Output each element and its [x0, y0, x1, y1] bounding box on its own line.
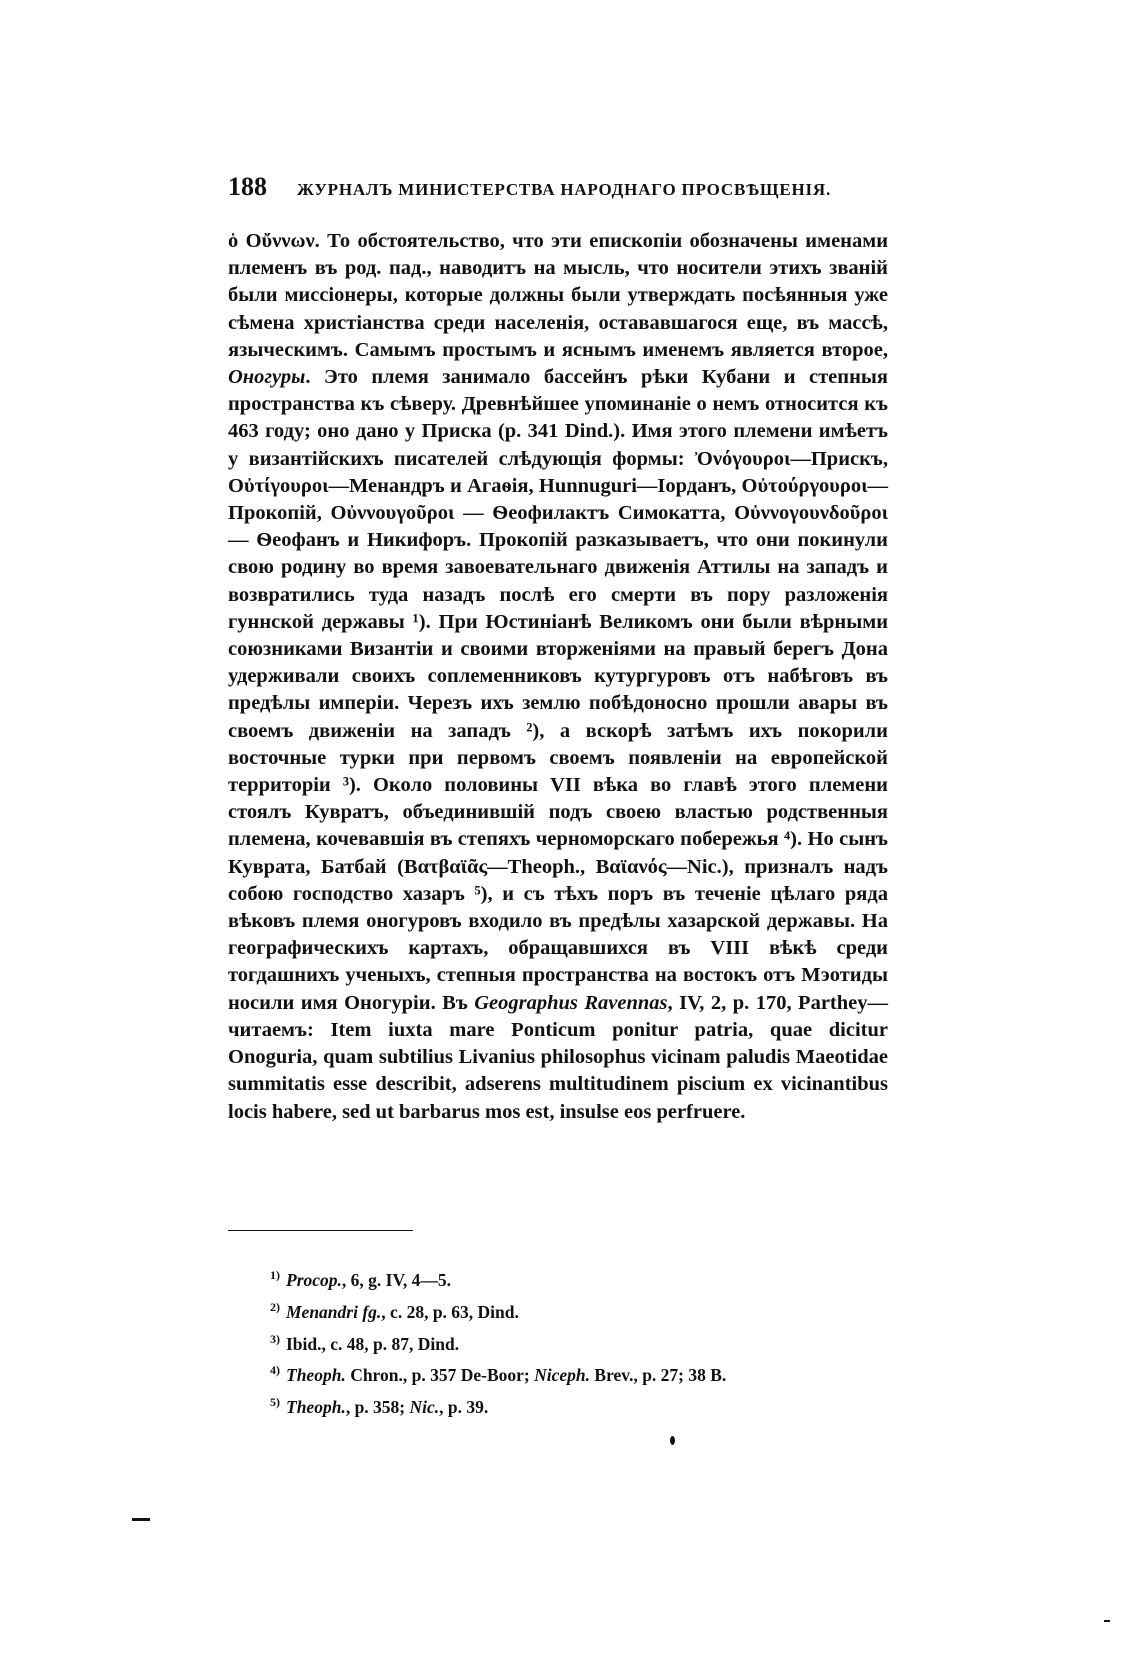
footnote-source: Theoph.	[286, 1397, 346, 1418]
ink-speck	[670, 1436, 675, 1445]
page-header	[228, 172, 888, 202]
footnote-source: Procop.	[286, 1269, 342, 1290]
term-onogury: Оногуры	[228, 366, 306, 389]
footnote-source: Menandri fg.	[286, 1301, 382, 1322]
footnote-2	[270, 1294, 890, 1326]
footnote-mark: 2)	[270, 1299, 280, 1314]
footnote-text-2: , p. 39.	[439, 1397, 489, 1418]
footnote-text-2: Brev., p. 27; 38 B.	[590, 1365, 727, 1386]
footnote-text: , p. 358;	[345, 1397, 410, 1418]
page-number: 188	[228, 172, 267, 201]
footnote-text: Ibid., c. 48, p. 87, Dind.	[286, 1333, 460, 1354]
paragraph-text-part-3: , IV, 2, p. 170, Parthey—читаемъ: Item iuxta mare Ponticum ponitur patria, quae dicitur Onoguria, quam subtilius Livanius philosophus vicinam paludis Maeotidae summitatis esse describit, adserens multitudinem piscium ex vicinantibus locis habere, sed ut barbarus mos est, insulse eos perfruere.	[228, 991, 888, 1123]
footnote-text: , c. 28, p. 63, Dind.	[381, 1301, 519, 1322]
ink-speck	[1104, 1620, 1110, 1622]
footnotes	[270, 1262, 890, 1421]
paragraph-text-part-1: ὁ Οὔννων. То обстоятельство, что эти епископіи обозначены именами племенъ въ род. пад., наводитъ на мысль, что носители этихъ званій были миссіонеры, которые должны были утверждать посѣянныя уже сѣмена христіанства среди населенія, остававшагося еще, въ массѣ, языческимъ. Самымъ простымъ и яснымъ именемъ является второе,	[228, 230, 888, 361]
footnote-mark: 5)	[270, 1395, 280, 1410]
footnote-text: , 6, g. IV, 4—5.	[341, 1269, 451, 1290]
footnote-separator	[228, 1230, 413, 1231]
footnote-text: Chron., p. 357 De-Boor;	[345, 1365, 535, 1386]
footnote-source-2: Niceph.	[534, 1365, 591, 1386]
footnote-mark: 4)	[270, 1363, 280, 1378]
footnote-mark: 1)	[270, 1268, 280, 1282]
running-title: ЖУРНАЛЪ МИНИСТЕРСТВА НАРОДНАГО ПРОСВѢЩЕНІЯ.	[297, 180, 832, 199]
ink-speck	[132, 1518, 150, 1521]
footnote-source: Theoph.	[286, 1365, 346, 1386]
footnote-1	[270, 1262, 890, 1294]
footnote-source-2: Nic.	[409, 1397, 440, 1418]
term-geographus-ravennas: Geographus Ravennas	[474, 991, 668, 1014]
footnote-5	[270, 1389, 890, 1421]
footnote-mark: 3)	[270, 1331, 280, 1346]
footnote-3	[270, 1326, 890, 1358]
footnote-4	[270, 1357, 890, 1389]
paragraph-text-part-2: . Это племя занимало бассейнъ рѣки Кубани и степныя пространства къ сѣверу. Древнѣйшее упоминаніе о немъ относится къ 463 году; оно дано у Приска (p. 341 Dind.). Имя этого племени имѣетъ у византійскихъ писателей слѣдующія формы: Ὀνόγουροι—Прискъ, Οὐτίγουροι—Менандръ и Агаѳія, Hunnuguri—Iорданъ, Οὐτούργουροι—Прокопій, Οὐννουγοῦροι — Ѳеофилактъ Симокатта, Οὐννογουνδοῦροι — Ѳеофанъ и Никифоръ. Прокопій разказываетъ, что они покинули свою родину во время завоевательнаго движенія Аттилы на западъ и возвратились туда назадъ послѣ его смерти въ пору разложенія гуннской державы ¹). При Юстиніанѣ Великомъ они были вѣрными союзниками Византіи и своими вторженіями на правый берегъ Дона удерживали своихъ соплеменниковъ кутургуровъ отъ набѣговъ въ предѣлы имперіи. Черезъ ихъ землю побѣдоносно прошли авары въ своемъ движеніи на западъ ²), а вскорѣ затѣмъ ихъ покорили восточные турки при первомъ своемъ появленіи на европейской территоріи ³). Около половины VII вѣка во главѣ этого племени стоялъ Кувратъ, объединившій подъ своею властью родственныя племена, кочевавшія въ степяхъ черноморскаго побережья ⁴). Но сынъ Куврата, Батбай (Βατβαϊᾶς—Theoph., Βαϊανός—Nic.), призналъ надъ собою господство хазаръ ⁵), и съ тѣхъ поръ въ теченіе цѣлаго ряда вѣковъ племя оногуровъ входило въ предѣлы хазарской державы. На географическихъ картахъ, обращавшихся въ VIII вѣкѣ среди тогдашнихъ ученыхъ, степныя пространства на востокъ отъ Мэотиды носили имя Оногуріи. Въ	[228, 366, 888, 1014]
main-paragraph	[228, 228, 888, 1126]
